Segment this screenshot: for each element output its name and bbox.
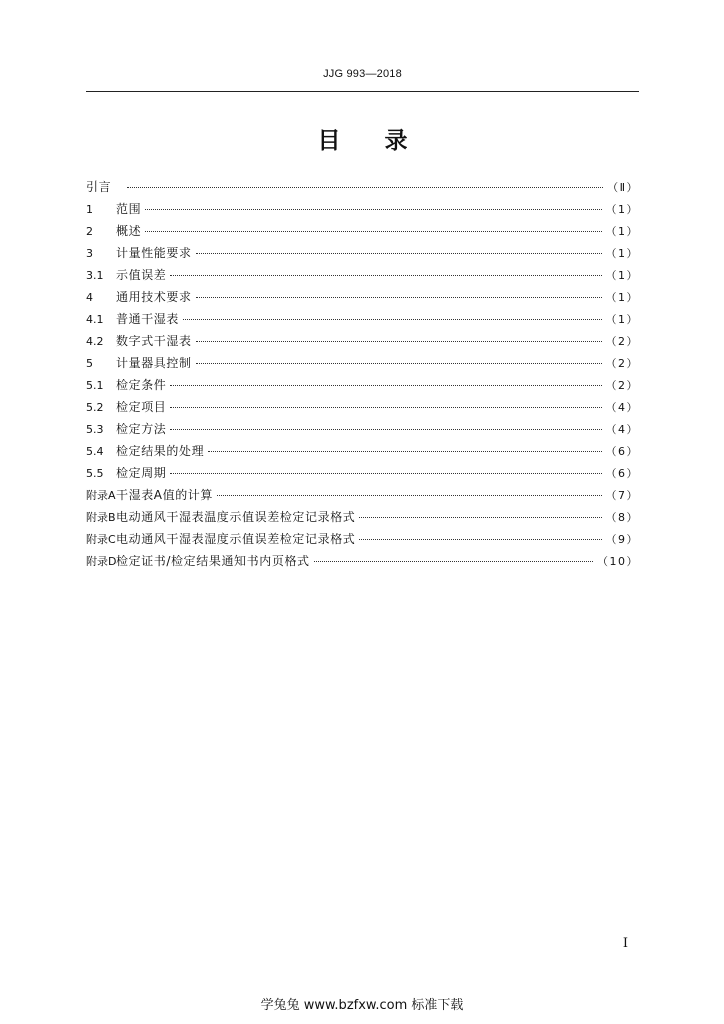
toc-entry-title: 示值误差 bbox=[116, 268, 167, 282]
toc-dot-leader bbox=[196, 253, 602, 254]
toc-entry-number: 1 bbox=[86, 203, 93, 216]
toc-dot-leader bbox=[170, 473, 601, 474]
toc-dot-leader bbox=[359, 539, 601, 540]
toc-entry-title: 干湿表A值的计算 bbox=[116, 488, 214, 502]
toc-entry-label bbox=[86, 376, 166, 395]
toc-entry-title: 普通干湿表 bbox=[116, 312, 180, 326]
toc-entry-title: 检定项目 bbox=[116, 400, 167, 414]
toc-entry[interactable] bbox=[86, 486, 639, 508]
toc-entry-number: 5.3 bbox=[86, 423, 104, 436]
toc-entry-number: 5.5 bbox=[86, 467, 104, 480]
toc-entry[interactable] bbox=[86, 398, 639, 420]
toc-entry-label bbox=[86, 508, 355, 527]
toc-entry[interactable] bbox=[86, 244, 639, 266]
toc-entry-title: 检定条件 bbox=[116, 378, 167, 392]
toc-entry-number: 4.2 bbox=[86, 335, 104, 348]
toc-entry[interactable] bbox=[86, 376, 639, 398]
toc-entry-label bbox=[86, 244, 192, 263]
toc-dot-leader bbox=[217, 495, 601, 496]
toc-entry[interactable] bbox=[86, 288, 639, 310]
toc-entry-page: （4） bbox=[605, 423, 639, 436]
header-divider bbox=[86, 91, 639, 92]
toc-dot-leader bbox=[145, 231, 601, 232]
toc-entry-label bbox=[86, 486, 213, 505]
toc-entry-page: （6） bbox=[605, 467, 639, 480]
toc-dot-leader bbox=[208, 451, 601, 452]
toc-entry-page: （9） bbox=[605, 533, 639, 546]
table-of-contents bbox=[86, 178, 639, 574]
toc-entry-label bbox=[86, 266, 166, 285]
toc-dot-leader bbox=[170, 429, 601, 430]
toc-entry-page: （2） bbox=[605, 379, 639, 392]
toc-entry-label bbox=[86, 398, 166, 417]
toc-entry-page: （Ⅱ） bbox=[607, 181, 639, 194]
toc-entry[interactable] bbox=[86, 310, 639, 332]
toc-entry-label bbox=[86, 354, 192, 373]
toc-entry[interactable] bbox=[86, 178, 639, 200]
toc-entry-page: （7） bbox=[605, 489, 639, 502]
toc-entry-page: （10） bbox=[597, 555, 639, 568]
toc-entry-label bbox=[86, 420, 166, 439]
toc-entry-label bbox=[86, 310, 179, 329]
toc-dot-leader bbox=[127, 187, 603, 188]
toc-entry-title: 电动通风干湿表湿度示值误差检定记录格式 bbox=[116, 532, 356, 546]
toc-entry-number: 2 bbox=[86, 225, 93, 238]
toc-entry-title: 检定方法 bbox=[116, 422, 167, 436]
toc-entry-page: （2） bbox=[605, 357, 639, 370]
toc-entry-label bbox=[86, 288, 192, 307]
toc-entry-page: （6） bbox=[605, 445, 639, 458]
toc-entry-number: 5.1 bbox=[86, 379, 104, 392]
toc-entry-page: （1） bbox=[605, 225, 639, 238]
toc-entry-number: 附录C bbox=[86, 533, 116, 546]
watermark-footer: 学兔兔 www.bzfxw.com 标准下载 bbox=[260, 998, 464, 1013]
toc-entry-page: （1） bbox=[605, 203, 639, 216]
toc-entry-page: （8） bbox=[605, 511, 639, 524]
toc-entry-title: 检定结果的处理 bbox=[116, 444, 205, 458]
toc-entry-title: 引言 bbox=[86, 180, 112, 194]
toc-entry[interactable] bbox=[86, 552, 639, 574]
document-code-header: JJG 993—2018 bbox=[323, 68, 402, 80]
toc-entry-page: （2） bbox=[605, 335, 639, 348]
toc-entry-label bbox=[86, 530, 355, 549]
toc-entry[interactable] bbox=[86, 266, 639, 288]
toc-entry[interactable] bbox=[86, 420, 639, 442]
toc-dot-leader bbox=[359, 517, 601, 518]
toc-dot-leader bbox=[145, 209, 601, 210]
toc-entry-label bbox=[86, 464, 166, 483]
toc-entry-number: 附录A bbox=[86, 489, 116, 502]
toc-entry[interactable] bbox=[86, 508, 639, 530]
toc-entry-number: 3.1 bbox=[86, 269, 104, 282]
toc-entry-number: 5 bbox=[86, 357, 93, 370]
toc-entry-title: 计量器具控制 bbox=[116, 356, 192, 370]
toc-entry-label bbox=[86, 178, 123, 196]
toc-entry[interactable] bbox=[86, 530, 639, 552]
toc-entry-title: 数字式干湿表 bbox=[116, 334, 192, 348]
page-number: Ⅰ bbox=[622, 936, 628, 951]
toc-entry-title: 检定证书/检定结果通知书内页格式 bbox=[116, 554, 310, 568]
toc-entry-number: 5.2 bbox=[86, 401, 104, 414]
toc-entry-page: （1） bbox=[605, 269, 639, 282]
toc-entry-number: 附录D bbox=[86, 555, 117, 568]
toc-dot-leader bbox=[196, 363, 602, 364]
toc-entry[interactable] bbox=[86, 354, 639, 376]
toc-entry-label bbox=[86, 552, 310, 571]
toc-dot-leader bbox=[196, 297, 602, 298]
toc-entry-number: 4.1 bbox=[86, 313, 104, 326]
toc-entry-number: 5.4 bbox=[86, 445, 104, 458]
toc-entry-page: （1） bbox=[605, 313, 639, 326]
toc-entry-number: 3 bbox=[86, 247, 93, 260]
toc-dot-leader bbox=[170, 275, 601, 276]
toc-entry[interactable] bbox=[86, 332, 639, 354]
toc-entry-title: 电动通风干湿表温度示值误差检定记录格式 bbox=[116, 510, 356, 524]
toc-entry-label bbox=[86, 200, 141, 219]
toc-entry-title: 概述 bbox=[116, 224, 142, 238]
toc-entry-label bbox=[86, 222, 141, 241]
toc-entry-page: （1） bbox=[605, 247, 639, 260]
toc-entry-title: 通用技术要求 bbox=[116, 290, 192, 304]
toc-dot-leader bbox=[314, 561, 593, 562]
toc-dot-leader bbox=[170, 407, 601, 408]
toc-entry-title: 范围 bbox=[116, 202, 142, 216]
toc-entry-number: 附录B bbox=[86, 511, 116, 524]
toc-entry-number: 4 bbox=[86, 291, 93, 304]
toc-entry-page: （1） bbox=[605, 291, 639, 304]
toc-entry-label bbox=[86, 442, 204, 461]
toc-dot-leader bbox=[183, 319, 601, 320]
toc-entry[interactable] bbox=[86, 464, 639, 486]
toc-dot-leader bbox=[170, 385, 601, 386]
toc-entry-title: 计量性能要求 bbox=[116, 246, 192, 260]
toc-entry-page: （4） bbox=[605, 401, 639, 414]
toc-entry[interactable] bbox=[86, 442, 639, 464]
toc-entry[interactable] bbox=[86, 222, 639, 244]
toc-title: 目录 bbox=[317, 128, 452, 154]
toc-entry-title: 检定周期 bbox=[116, 466, 167, 480]
toc-entry[interactable] bbox=[86, 200, 639, 222]
toc-dot-leader bbox=[196, 341, 602, 342]
toc-entry-label bbox=[86, 332, 192, 351]
